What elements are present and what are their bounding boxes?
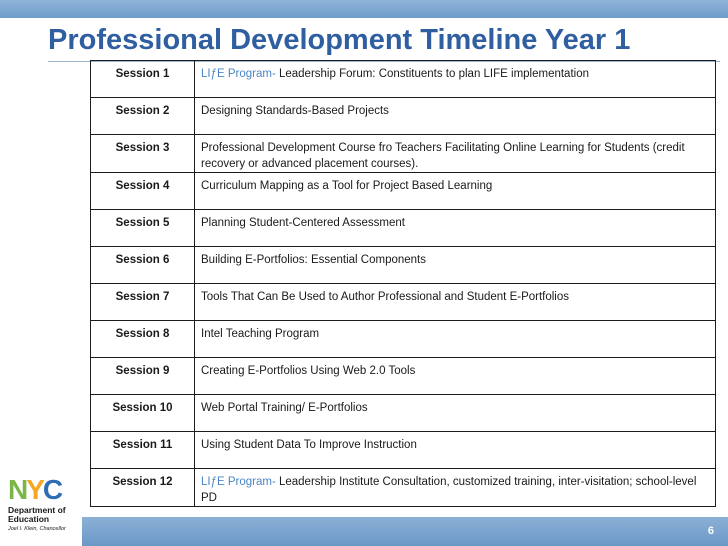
session-description: Tools That Can Be Used to Author Professional and Student E-Portfolios — [195, 284, 716, 321]
table-row — [91, 395, 716, 432]
table-row — [91, 173, 716, 210]
logo-chancellor: Joel I. Klein, Chancellor — [8, 526, 66, 532]
session-description: Intel Teaching Program — [195, 321, 716, 358]
table-row — [91, 135, 716, 173]
logo-letter-n: N — [8, 474, 27, 505]
session-label: Session 9 — [91, 358, 195, 395]
session-description: Designing Standards-Based Projects — [195, 98, 716, 135]
session-label: Session 10 — [91, 395, 195, 432]
table-row — [91, 98, 716, 135]
session-description: Using Student Data To Improve Instruction — [195, 432, 716, 469]
nyc-doe-logo — [8, 476, 82, 532]
table-row — [91, 469, 716, 507]
session-label: Session 1 — [91, 61, 195, 98]
table-row — [91, 247, 716, 284]
life-program-label: LIƒE Program- — [201, 68, 276, 80]
logo-letter-y: Y — [26, 474, 43, 505]
top-accent-bar — [0, 0, 728, 18]
session-description: Planning Student-Centered Assessment — [195, 210, 716, 247]
session-description — [195, 61, 716, 98]
session-description: Curriculum Mapping as a Tool for Project Based Learning — [195, 173, 716, 210]
table-row — [91, 284, 716, 321]
session-text: Leadership Forum: Constituents to plan LIFE implementation — [275, 68, 589, 80]
session-label: Session 8 — [91, 321, 195, 358]
logo-line-2: Education — [8, 514, 50, 524]
table-row — [91, 210, 716, 247]
session-label: Session 7 — [91, 284, 195, 321]
sessions-table — [90, 60, 716, 507]
nyc-wordmark — [8, 476, 82, 504]
page-number: 6 — [707, 525, 714, 537]
table-row — [91, 61, 716, 98]
session-description: Building E-Portfolios: Essential Components — [195, 247, 716, 284]
session-label: Session 2 — [91, 98, 195, 135]
session-label: Session 11 — [91, 432, 195, 469]
logo-line-1: Department of — [8, 505, 66, 515]
session-label: Session 12 — [91, 469, 195, 507]
session-description: Web Portal Training/ E-Portfolios — [195, 395, 716, 432]
life-program-label: LIƒE Program- — [201, 476, 276, 488]
table-row — [91, 358, 716, 395]
session-description: Creating E-Portfolios Using Web 2.0 Tools — [195, 358, 716, 395]
slide-title: Professional Development Timeline Year 1 — [48, 24, 631, 56]
session-label: Session 3 — [91, 135, 195, 173]
session-label: Session 5 — [91, 210, 195, 247]
table-row — [91, 321, 716, 358]
logo-letter-c: C — [42, 474, 62, 505]
table-row — [91, 432, 716, 469]
session-text: Leadership Institute Consultation, customized training, inter-visitation; school-level PD — [201, 476, 697, 504]
footer-bar — [82, 517, 728, 546]
session-label: Session 6 — [91, 247, 195, 284]
session-description — [195, 469, 716, 507]
session-description: Professional Development Course fro Teachers Facilitating Online Learning for Students (credit recovery or advanced placement courses). — [195, 135, 716, 173]
session-label: Session 4 — [91, 173, 195, 210]
logo-department — [8, 506, 82, 524]
